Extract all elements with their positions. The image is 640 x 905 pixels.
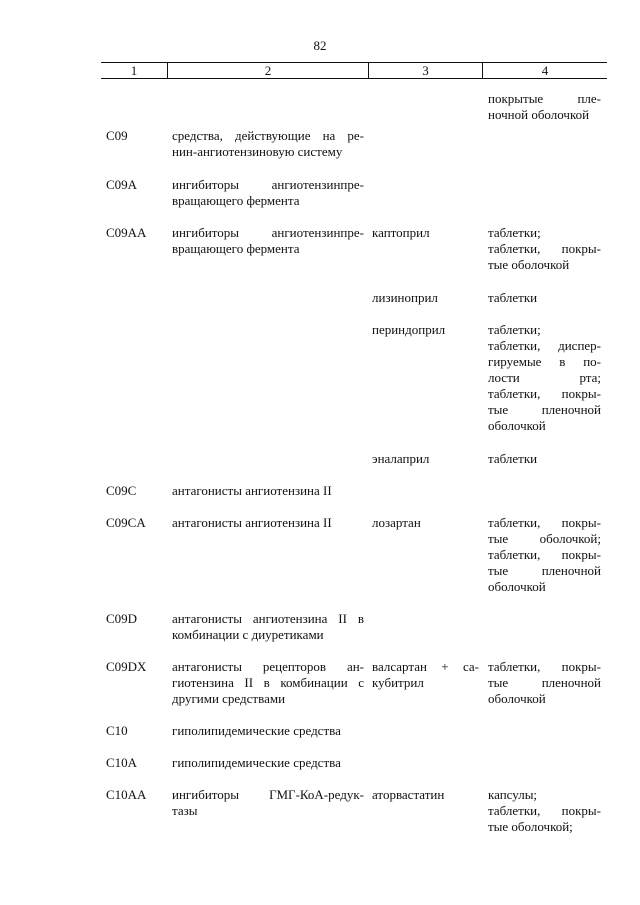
- dosage-form: [482, 483, 607, 499]
- table-row: [101, 755, 607, 771]
- dosage-form-line: таблетки, покры-: [488, 386, 601, 401]
- dosage-form: [482, 225, 607, 273]
- drug-name-line: периндоприл: [372, 322, 446, 337]
- header-col-4: 4: [482, 63, 607, 78]
- atc-group: [167, 515, 368, 595]
- dosage-form-line: тые оболочкой;: [488, 531, 601, 546]
- atc-group: [167, 177, 368, 209]
- dosage-form-line: гируемые в по-: [488, 354, 601, 369]
- dosage-form: [482, 723, 607, 739]
- atc-group: [167, 659, 368, 707]
- dosage-form-line: таблетки;: [488, 225, 541, 240]
- atc-group-line: антагонисты рецепторов ан-: [172, 659, 364, 674]
- table-row: [101, 225, 607, 273]
- atc-code: [101, 451, 167, 467]
- atc-code: [101, 723, 167, 739]
- header-col-1: 1: [130, 63, 138, 78]
- dosage-form: [482, 290, 607, 306]
- atc-group: [167, 290, 368, 306]
- dosage-form-line: тые пленочной: [488, 402, 601, 417]
- drug-name-line: каптоприл: [372, 225, 430, 240]
- dosage-form: [482, 128, 607, 160]
- header-col-3: 3: [368, 63, 482, 78]
- atc-code-line: C10: [106, 723, 128, 738]
- table-row: [101, 723, 607, 739]
- dosage-form-line: таблетки: [488, 290, 538, 305]
- table-row: [101, 659, 607, 707]
- atc-group-line: гиполипидемические средства: [172, 755, 341, 770]
- atc-group-line: гиполипидемические средства: [172, 723, 341, 738]
- atc-group: [167, 787, 368, 835]
- dosage-form: [482, 787, 607, 835]
- drug-name: [368, 177, 482, 209]
- atc-code: [101, 290, 167, 306]
- dosage-form-line: таблетки, покры-: [488, 515, 601, 530]
- atc-group: [167, 128, 368, 160]
- drug-name: [368, 451, 482, 467]
- atc-code: [101, 659, 167, 707]
- dosage-form-line: тые пленочной: [488, 675, 601, 690]
- dosage-form-line: тые оболочкой: [488, 257, 570, 272]
- drug-name: [368, 225, 482, 273]
- header-col-2: 2: [167, 63, 368, 78]
- drug-name-line: кубитрил: [372, 675, 424, 690]
- dosage-form-line: таблетки: [488, 451, 538, 466]
- atc-group: [167, 611, 368, 643]
- atc-group-line: ингибиторы ангиотензинпре-: [172, 177, 364, 192]
- dosage-form-line: капсулы;: [488, 787, 538, 802]
- drug-name: [368, 611, 482, 643]
- drug-name: [368, 290, 482, 306]
- table-row: [101, 322, 607, 434]
- dosage-form-line: таблетки, покры-: [488, 547, 601, 562]
- atc-code: [101, 322, 167, 434]
- atc-group: [167, 91, 368, 123]
- drug-name-line: аторвастатин: [372, 787, 445, 802]
- table-row: [101, 483, 607, 499]
- dosage-form-line: таблетки, покры-: [488, 241, 601, 256]
- dosage-form-line: таблетки;: [488, 322, 541, 337]
- atc-group-line: антагонисты ангиотензина II: [172, 515, 332, 530]
- drug-name: [368, 515, 482, 595]
- dosage-form: [482, 322, 607, 434]
- atc-group-line: гиотензина II в комбинации с: [172, 675, 364, 690]
- drug-name: [368, 483, 482, 499]
- atc-code-line: C09A: [106, 177, 138, 192]
- dosage-form-line: таблетки, диспер-: [488, 338, 601, 353]
- atc-code: [101, 483, 167, 499]
- drug-name-line: эналаприл: [372, 451, 430, 466]
- atc-group-line: ингибиторы ГМГ-КоА-редук-: [172, 787, 364, 802]
- atc-group-line: комбинации с диуретиками: [172, 627, 324, 642]
- atc-group-line: тазы: [172, 803, 198, 818]
- dosage-form: [482, 177, 607, 209]
- dosage-form-line: ночной оболочкой: [488, 107, 590, 122]
- atc-code: [101, 515, 167, 595]
- table-row: [101, 451, 607, 467]
- table-row: [101, 128, 607, 160]
- atc-group-line: нин-ангиотензиновую систему: [172, 144, 343, 159]
- atc-code: [101, 611, 167, 643]
- dosage-form-line: покрытые пле-: [488, 91, 601, 106]
- dosage-form-line: таблетки, покры-: [488, 659, 601, 674]
- atc-code: [101, 91, 167, 123]
- drug-name: [368, 755, 482, 771]
- page-number: 82: [313, 38, 327, 53]
- atc-group-line: другими средствами: [172, 691, 286, 706]
- atc-code-line: C10AA: [106, 787, 147, 802]
- atc-code: [101, 755, 167, 771]
- drug-name: [368, 128, 482, 160]
- dosage-form: [482, 659, 607, 707]
- drug-name-line: лозартан: [372, 515, 421, 530]
- drug-name: [368, 659, 482, 707]
- atc-group-line: антагонисты ангиотензина II в: [172, 611, 364, 626]
- atc-code-line: C09D: [106, 611, 138, 626]
- atc-code: [101, 128, 167, 160]
- drug-name-line: лизиноприл: [372, 290, 438, 305]
- table-row: [101, 177, 607, 209]
- atc-group: [167, 723, 368, 739]
- table-row: [101, 611, 607, 643]
- atc-code-line: C09DX: [106, 659, 147, 674]
- atc-code: [101, 787, 167, 835]
- atc-code-line: C10A: [106, 755, 138, 770]
- dosage-form-line: таблетки, покры-: [488, 803, 601, 818]
- drug-name: [368, 723, 482, 739]
- drug-name: [368, 322, 482, 434]
- dosage-form: [482, 515, 607, 595]
- atc-group-line: антагонисты ангиотензина II: [172, 483, 332, 498]
- dosage-form-line: оболочкой: [488, 418, 546, 433]
- atc-code-line: C09: [106, 128, 128, 143]
- dosage-form: [482, 755, 607, 771]
- drug-name-line: валсартан + са-: [372, 659, 479, 674]
- atc-group-line: вращающего фермента: [172, 241, 300, 256]
- atc-group-line: ингибиторы ангиотензинпре-: [172, 225, 364, 240]
- atc-group: [167, 755, 368, 771]
- drug-name: [368, 787, 482, 835]
- drug-name: [368, 91, 482, 123]
- atc-group: [167, 225, 368, 273]
- table-row: [101, 515, 607, 595]
- atc-group-line: средства, действующие на ре-: [172, 128, 364, 143]
- dosage-form-line: лости рта;: [488, 370, 601, 385]
- dosage-form-line: оболочкой: [488, 691, 546, 706]
- dosage-form: [482, 91, 607, 123]
- atc-code-line: C09AA: [106, 225, 147, 240]
- dosage-form-line: оболочкой: [488, 579, 546, 594]
- dosage-form: [482, 451, 607, 467]
- atc-code: [101, 225, 167, 273]
- table-header: [101, 62, 607, 79]
- table-row: [101, 787, 607, 835]
- table-row: [101, 290, 607, 306]
- atc-code-line: C09CA: [106, 515, 146, 530]
- atc-code-line: C09C: [106, 483, 137, 498]
- atc-group: [167, 322, 368, 434]
- atc-code: [101, 177, 167, 209]
- dosage-form: [482, 611, 607, 643]
- atc-group: [167, 451, 368, 467]
- table-row: [101, 91, 607, 123]
- dosage-form-line: тые пленочной: [488, 563, 601, 578]
- atc-group-line: вращающего фермента: [172, 193, 300, 208]
- dosage-form-line: тые оболочкой;: [488, 819, 573, 834]
- atc-group: [167, 483, 368, 499]
